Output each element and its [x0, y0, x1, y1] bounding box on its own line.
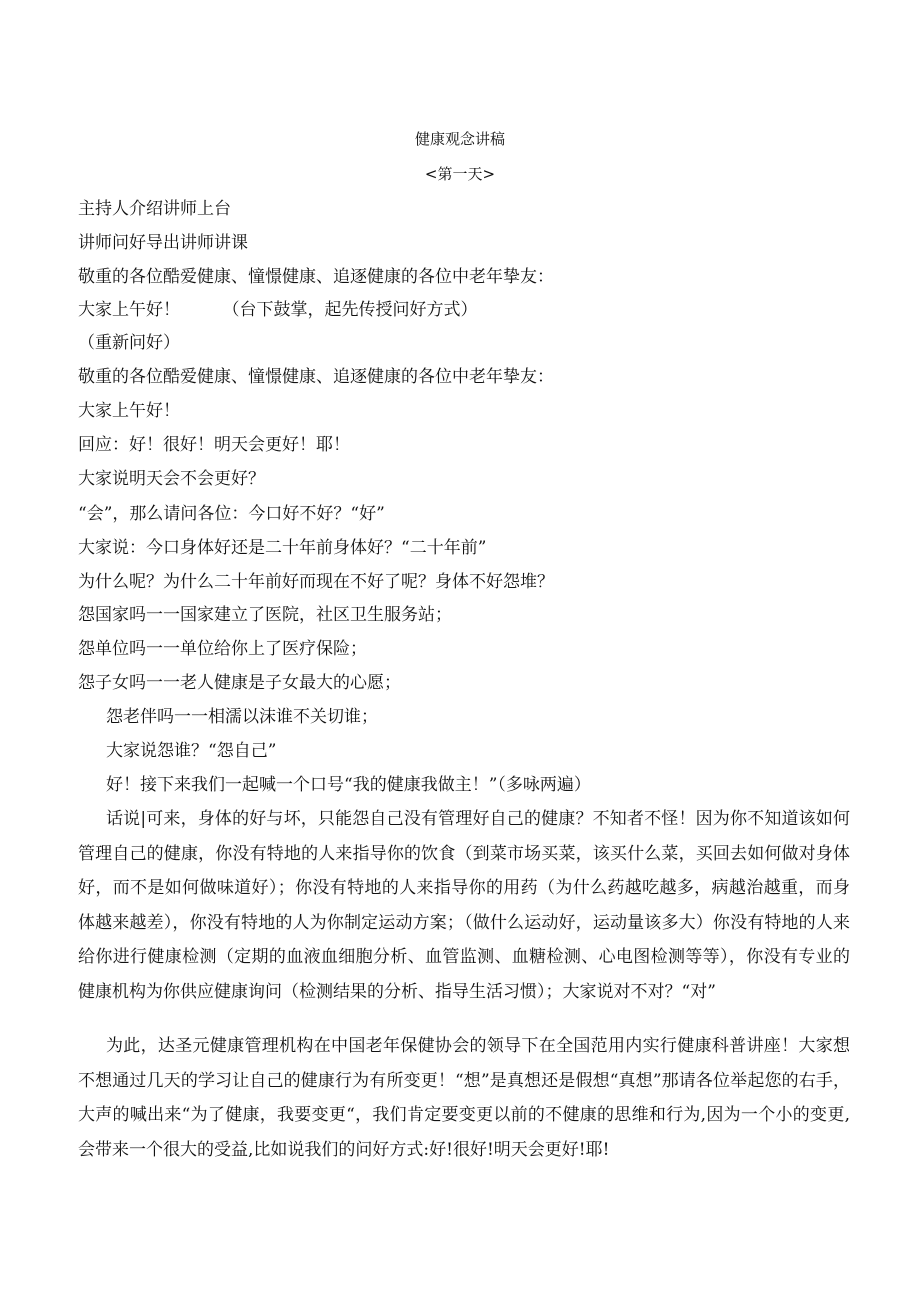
- text-line: 回应：好！很好！明天会更好！耶！: [78, 435, 350, 455]
- text-line: 大家说怨谁？“怨自己”: [106, 741, 277, 761]
- document-subtitle: <第一天>: [424, 165, 496, 183]
- text-line: 主持人介绍讲师上台: [78, 199, 231, 219]
- text-line: 怨子女吗一一老人健康是子女最大的心愿；: [78, 673, 401, 693]
- text-line: 大家说：今口身体好还是二十年前身体好？“二十年前”: [78, 538, 487, 558]
- body-paragraph: 为此，达圣元健康管理机构在中国老年保健协会的领导下在全国范用内实行健康科普讲座！大家想不想通过几天的学习让自己的健康行为有所变更！“想”是真想还是假想“真想”那请各位举起您的右手，大声的喊出来“为了健康，我要变更“，我们肯定要变更以前的不健康的思维和行为,因为一个小的变更,会带来一个很大的受益,比如说我们的问好方式:好!很好!明天会更好!耶!: [78, 1036, 850, 1160]
- text-line: 为什么呢？为什么二十年前好而现在不好了呢？身体不好怨堆？: [78, 572, 554, 592]
- text-line: “会”，那么请问各位：今口好不好？“好”: [78, 504, 385, 524]
- text-line: 怨单位吗一一单位给你上了医疗保险；: [78, 639, 367, 659]
- document-title: 健康观念讲稿: [414, 130, 505, 148]
- text-line: 怨老伴吗一一相濡以沫谁不关切谁；: [106, 707, 378, 727]
- body-paragraph: 话说|可来，身体的好与坏，只能怨自己没有管理好自己的健康？不知者不怪！因为你不知道该如何管理自己的健康，你没有特地的人来指导你的饮食（到菜市场买菜，该买什么菜，买回去如何做对身体好，而不是如何做味道好）；你没有特地的人来指导你的用药（为什么药越吃越多，病越治越重，而身体越来越差），你没有特地的人为你制定运动方案；（做什么运动好，运动量该多大）你没有特地的人来给你进行健康检测（定期的血液血细胞分析、血管监测、血糖检测、心电图检测等等），你没有专业的健康机构为你供应健康询问（检测结果的分析、指导生活习惯）；大家说对不对？“对”: [78, 809, 850, 1002]
- text-line: 好！接下来我们一起喊一个口号“我的健康我做主！”（多咏两遍）: [106, 775, 591, 795]
- text-line: 敬重的各位酷爱健康、憧憬健康、追逐健康的各位中老年挚友：: [78, 267, 554, 287]
- text-line: 敬重的各位酷爱健康、憧憬健康、追逐健康的各位中老年挚友：: [78, 367, 554, 387]
- text-line: 大家上午好！: [78, 401, 180, 421]
- text-line: （重新问好）: [78, 333, 180, 353]
- text-line: 大家上午好！ （台下鼓掌，起先传授问好方式）: [78, 300, 478, 320]
- text-line: 大家说明天会不会更好？: [78, 469, 265, 489]
- text-line: 讲师问好导出讲师讲课: [78, 233, 248, 253]
- text-line: 怨国家吗一一国家建立了医院，社区卫生服务站；: [78, 605, 452, 625]
